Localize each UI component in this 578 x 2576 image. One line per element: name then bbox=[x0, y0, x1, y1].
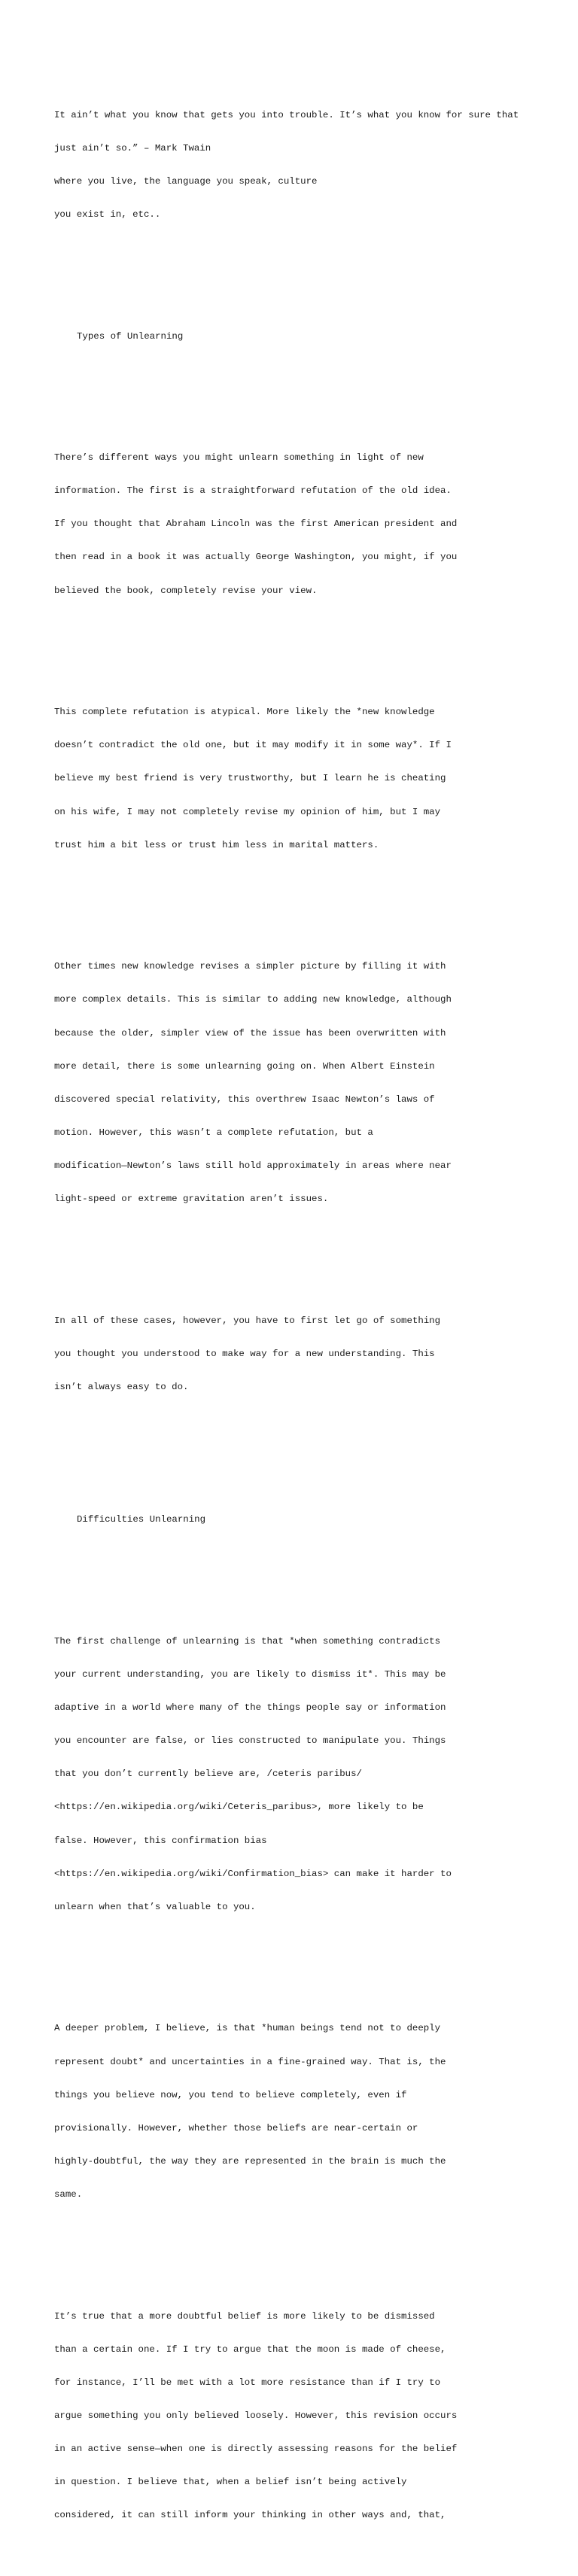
text-line: where you live, the language you speak, culture bbox=[54, 175, 318, 187]
text-line: motion. However, this wasn’t a complete refutation, but a bbox=[54, 1127, 373, 1138]
section-heading-types bbox=[54, 309, 551, 364]
text-line: It ain’t what you know that gets you into trouble. It’s what you know for sure that bbox=[54, 109, 519, 120]
paragraph bbox=[54, 685, 551, 873]
text-line: things you believe now, you tend to believe completely, even if bbox=[54, 2089, 407, 2100]
text-line: false. However, this confirmation bias bbox=[54, 1835, 267, 1846]
text-line: unlearn when that’s valuable to you. bbox=[54, 1901, 256, 1912]
text-line: because the older, simpler view of the issue has been overwritten with bbox=[54, 1027, 446, 1039]
text-line: argue something you only believed loosely. However, this revision occurs bbox=[54, 2410, 458, 2421]
text-line: If you thought that Abraham Lincoln was the first American president and bbox=[54, 519, 458, 530]
text-line: doesn’t contradict the old one, but it may modify it in some way*. If I bbox=[54, 740, 452, 751]
text-line: considered, it can still inform your thinking in other ways and, that, bbox=[54, 2510, 446, 2521]
text-line: light-speed or extreme gravitation aren’t issues. bbox=[54, 1194, 329, 1205]
text-line: highly-doubtful, the way they are represented in the brain is much the bbox=[54, 2155, 446, 2167]
text-line: than a certain one. If I try to argue that the moon is made of cheese, bbox=[54, 2343, 446, 2355]
paragraph bbox=[54, 1293, 551, 1415]
text-line: more detail, there is some unlearning going on. When Albert Einstein bbox=[54, 1060, 435, 1072]
text-line: on his wife, I may not completely revise my opinion of him, but I may bbox=[54, 806, 441, 817]
text-line: believed the book, completely revise your view. bbox=[54, 585, 318, 596]
text-line: modification—Newton’s laws still hold approximately in areas where near bbox=[54, 1160, 452, 1171]
text-line: There’s different ways you might unlearn something in light of new bbox=[54, 452, 424, 464]
section-heading-difficulties bbox=[54, 1492, 551, 1548]
paragraph bbox=[54, 2001, 551, 2222]
text-line: Other times new knowledge revises a simpler picture by filling it with bbox=[54, 961, 446, 972]
text-line: more complex details. This is similar to adding new knowledge, although bbox=[54, 994, 452, 1005]
text-line: <https://en.wikipedia.org/wiki/Confirmation_bias> can make it harder to bbox=[54, 1868, 452, 1879]
paragraph bbox=[54, 430, 551, 619]
text-line: adaptive in a world where many of the things people say or information bbox=[54, 1702, 446, 1714]
text-line: discovered special relativity, this overthrew Isaac Newton’s laws of bbox=[54, 1093, 435, 1105]
text-line: isn’t always easy to do. bbox=[54, 1381, 189, 1392]
text-line: This complete refutation is atypical. More likely the *new knowledge bbox=[54, 707, 435, 718]
heading-text: Difficulties Unlearning bbox=[77, 1514, 206, 1525]
text-line: believe my best friend is very trustworthy, but I learn he is cheating bbox=[54, 773, 446, 784]
heading-text: Types of Unlearning bbox=[77, 330, 184, 342]
text-line: then read in a book it was actually George Washington, you might, if you bbox=[54, 552, 458, 563]
text-line: you encounter are false, or lies constructed to manipulate you. Things bbox=[54, 1735, 446, 1747]
text-line: in an active sense—when one is directly assessing reasons for the belief bbox=[54, 2444, 458, 2455]
text-line: just ain’t so.” – Mark Twain bbox=[54, 142, 211, 154]
text-line: The first challenge of unlearning is that *when something contradicts bbox=[54, 1636, 441, 1647]
text-line: <https://en.wikipedia.org/wiki/Ceteris_paribus>, more likely to be bbox=[54, 1802, 424, 1813]
text-line: in question. I believe that, when a belief isn’t being actively bbox=[54, 2477, 407, 2488]
text-line: trust him a bit less or trust him less in marital matters. bbox=[54, 839, 379, 850]
paragraph bbox=[54, 939, 551, 1227]
text-line: provisionally. However, whether those beliefs are near-certain or bbox=[54, 2122, 418, 2133]
text-line: that you don’t currently believe are, /ceteris paribus/ bbox=[54, 1769, 362, 1780]
intro-quote bbox=[54, 87, 551, 242]
text-line: you thought you understood to make way for a new understanding. This bbox=[54, 1348, 435, 1359]
text-line: A deeper problem, I believe, is that *human beings tend not to deeply bbox=[54, 2023, 441, 2034]
paragraph bbox=[54, 1614, 551, 1935]
text-line: information. The first is a straightforward refutation of the old idea. bbox=[54, 485, 452, 497]
text-line: It’s true that a more doubtful belief is more likely to be dismissed bbox=[54, 2310, 435, 2322]
text-line: same. bbox=[54, 2188, 83, 2200]
text-line: you exist in, etc.. bbox=[54, 208, 161, 220]
paragraph bbox=[54, 2289, 551, 2543]
text-line: In all of these cases, however, you have to first let go of something bbox=[54, 1315, 441, 1326]
text-line: represent doubt* and uncertainties in a fine-grained way. That is, the bbox=[54, 2056, 446, 2067]
document-body bbox=[54, 54, 551, 2576]
text-line: your current understanding, you are likely to dismiss it*. This may be bbox=[54, 1669, 446, 1680]
text-line: for instance, I’ll be met with a lot more resistance than if I try to bbox=[54, 2377, 441, 2388]
